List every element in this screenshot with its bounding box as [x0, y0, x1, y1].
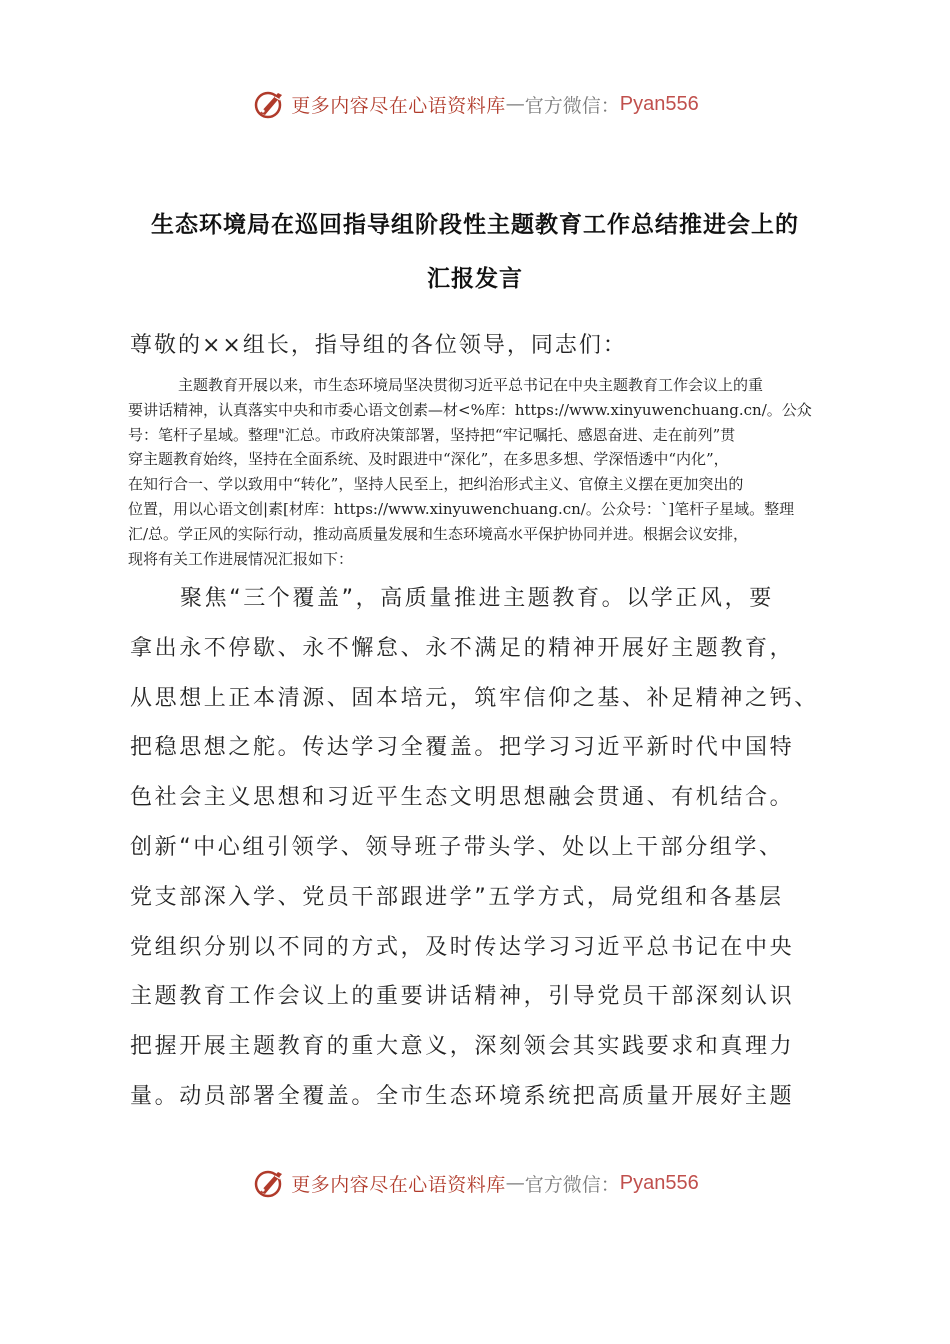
body-line: 把稳思想之舵。传达学习全覆盖。把学习习近平新时代中国特 [130, 735, 795, 761]
body-line: 拿出永不停歇、永不懈怠、永不满足的精神开展好主题教育， [130, 635, 795, 661]
paragraph-line: 穿主题教育始终，坚持在全面系统、及时跟进中“深化”，在多思多想、学深悟透中“内化”， [128, 450, 729, 469]
header-banner [0, 84, 950, 124]
banner-separator: — [505, 1172, 525, 1194]
banner-wechat-label: 官方微信： [524, 94, 620, 117]
banner-wechat-id: Pyan556 [619, 92, 699, 115]
pen-logo-icon [251, 1165, 287, 1201]
body-paragraph [130, 574, 860, 1122]
body-line: 聚焦“三个覆盖”，高质量推进主题教育。以学正风，要 [180, 586, 774, 611]
body-line: 党组织分别以不同的方式，及时传达学习习近平总书记在中央 [130, 934, 795, 960]
body-line: 量。动员部署全覆盖。全市生态环境系统把高质量开展好主题 [130, 1083, 795, 1109]
body-line: 创新“中心组引领学、领导班子带头学、处以上干部分组学、 [130, 834, 784, 860]
title-line-2: 汇报发言 [427, 266, 523, 292]
body-line: 党支部深入学、党员干部跟进学”五学方式，局党组和各基层 [130, 884, 784, 910]
paragraph-line: 汇/总。学正风的实际行动，推动高质量发展和生态环境高水平保护协同并进。根据会议安排， [128, 524, 749, 543]
banner-wechat-label: 官方微信： [524, 1173, 620, 1196]
title-line-1: 生态环境局在巡回指导组阶段性主题教育工作总结推进会上的 [151, 212, 799, 238]
paragraph-line: 在知行合一、学以致用中“转化”，坚持人民至上，把纠治形式主义、官僚主义摆在更加突出的 [128, 475, 744, 494]
paragraph-line: 要讲话精神，认真落实中央和市委心语文创素—材<%库：https://www.xinyuwenchuang.cn/。公众 [128, 400, 812, 419]
body-line: 主题教育工作会议上的重要讲话精神，引导党员干部深刻认识 [130, 984, 795, 1010]
pen-logo-icon [251, 86, 287, 122]
document-title [100, 198, 850, 306]
intro-paragraph [128, 373, 838, 571]
footer-banner [0, 1163, 950, 1203]
paragraph-line: 位置，用以心语文创|素[材库：https://www.xinyuwenchuang.cn/。公众号：`]笔杆子星域。整理 [128, 499, 795, 518]
body-line: 色社会主义思想和习近平生态文明思想融会贯通、有机结合。 [130, 785, 795, 811]
body-line: 把握开展主题教育的重大意义，深刻领会其实践要求和真理力 [130, 1034, 795, 1060]
paragraph-line: 主题教育开展以来，市生态环境局坚决贯彻习近平总书记在中央主题教育工作会议上的重 [178, 376, 764, 394]
banner-text: 更多内容尽在心语资料库 [291, 1173, 506, 1196]
paragraph-line: 现将有关工作进展情况汇报如下： [128, 549, 354, 568]
banner-text: 更多内容尽在心语资料库 [291, 94, 506, 117]
banner-separator: — [505, 93, 525, 115]
body-line: 从思想上正本清源、固本培元，筑牢信仰之基、补足精神之钙、 [130, 685, 819, 711]
salutation: 尊敬的××组长，指导组的各位领导，同志们： [130, 333, 627, 358]
paragraph-line: 号：笔杆子星域。整理"汇总。市政府决策部署，坚持把“牢记嘱托、感恩奋进、走在前列”贯 [128, 425, 736, 444]
banner-wechat-id: Pyan556 [619, 1171, 699, 1194]
